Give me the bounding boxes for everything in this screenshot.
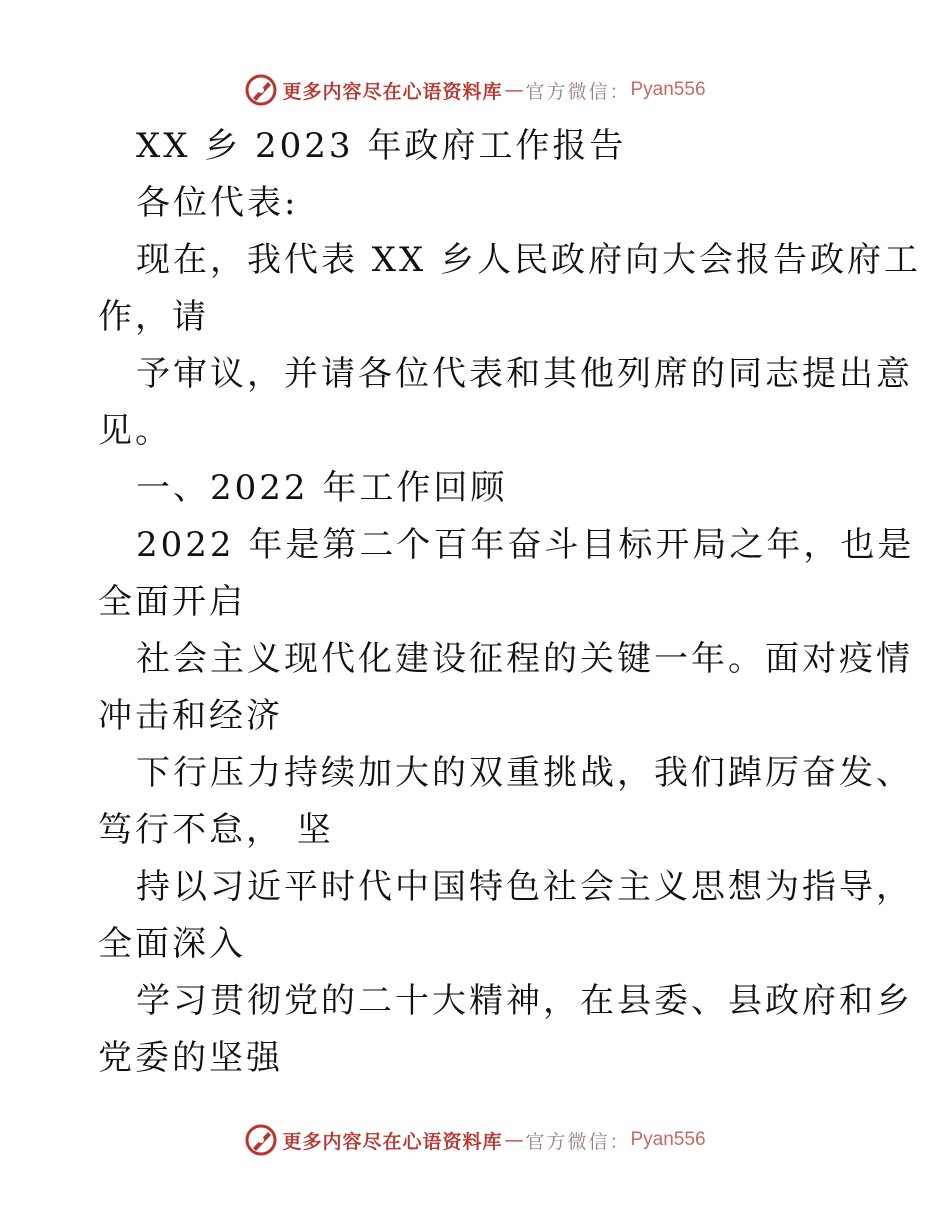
body-line: 冲击和经济 (98, 696, 283, 736)
body-line: 笃行不怠， 坚 (98, 810, 334, 850)
body-line: 全面开启 (98, 582, 246, 622)
document-title: XX 乡 2023 年政府工作报告 (136, 126, 627, 166)
body-line: 党委的坚强 (98, 1038, 283, 1078)
body-line: 2022 年是第二个百年奋斗目标开局之年，也是 (136, 525, 915, 565)
header-watermark (0, 70, 950, 110)
watermark-wechat-label: 官方微信： (525, 1130, 631, 1153)
pen-logo-icon (244, 1123, 278, 1157)
watermark-text: 更多内容尽在心语资料库 (282, 1130, 503, 1153)
pen-logo-icon (244, 73, 278, 107)
salutation: 各位代表: (136, 183, 299, 223)
body-line: 学习贯彻党的二十大精神，在县委、县政府和乡 (136, 981, 913, 1021)
body-line: 见。 (98, 411, 172, 451)
body-line: 作，请 (98, 297, 209, 337)
watermark-wechat-id: Pyan556 (630, 1129, 706, 1150)
body-line: 社会主义现代化建设征程的关键一年。面对疫情 (136, 639, 913, 679)
body-line: 下行压力持续加大的双重挑战，我们踔厉奋发、 (136, 753, 913, 793)
body-line: 持以习近平时代中国特色社会主义思想为指导， (136, 867, 913, 907)
footer-watermark (0, 1120, 950, 1160)
body-line: 予审议，并请各位代表和其他列席的同志提出意 (136, 354, 913, 394)
watermark-text: 更多内容尽在心语资料库 (282, 80, 503, 103)
body-line: 全面深入 (98, 924, 246, 964)
watermark-wechat-label: 官方微信： (525, 80, 631, 103)
document-body (98, 118, 922, 1087)
body-line: 现在，我代表 XX 乡人民政府向大会报告政府工 (136, 240, 922, 280)
watermark-dash: — (504, 1129, 524, 1151)
watermark-dash: — (504, 79, 524, 101)
section-heading: 一、2022 年工作回顾 (136, 468, 508, 508)
watermark-wechat-id: Pyan556 (630, 79, 706, 100)
